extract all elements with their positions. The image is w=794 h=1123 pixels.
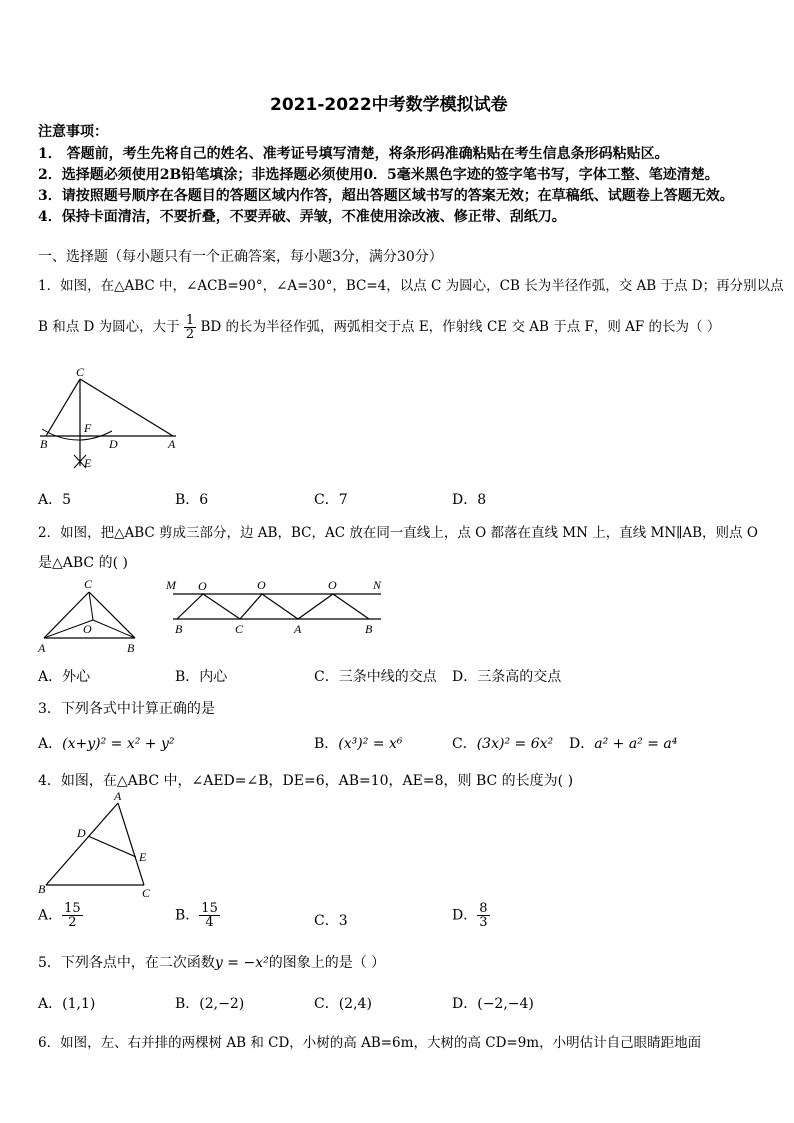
q5-func: y = −x² <box>214 955 269 971</box>
q4-option-a-label: A． <box>38 907 63 924</box>
q1-stem-part-a: B 和点 D 为圆心，大于 <box>38 319 180 335</box>
q1-seg-CB <box>46 379 80 436</box>
q2-right-label-O2: O <box>257 578 266 592</box>
q2-left-label-B: B <box>127 641 135 655</box>
q2-option-c[interactable]: C．三条中线的交点 <box>314 669 437 685</box>
q4-stem: 4．如图，在△ABC 中，∠AED=∠B，DE=6，AB=10，AE=8，则 BC 的长度为( ) <box>38 773 574 789</box>
q1-frac-num: 1 <box>185 313 195 328</box>
q4-option-a-den: 2 <box>68 915 77 930</box>
q4-option-b-num: 15 <box>201 901 218 916</box>
q2-right-label-N: N <box>373 578 382 592</box>
q4-seg-AC <box>118 803 144 885</box>
q4-option-c[interactable]: C．3 <box>314 913 348 929</box>
q4-option-b-den: 4 <box>205 915 214 930</box>
q1-label-D: D <box>109 437 118 451</box>
q4-label-A: A <box>114 789 122 803</box>
q3-option-d[interactable] <box>569 733 677 753</box>
q4-option-a-frac <box>62 902 83 929</box>
q1-arc-BD <box>42 429 112 440</box>
section-heading: 一、选择题（每小题只有一个正确答案，每小题3分，满分30分） <box>38 249 443 265</box>
q5-option-a-point: (1,1) <box>62 996 96 1012</box>
q1-label-C: C <box>76 365 85 379</box>
q5-option-c[interactable] <box>314 993 372 1013</box>
q2-left-label-C: C <box>84 577 93 591</box>
notice-heading: 注意事项： <box>38 124 108 140</box>
q5-stem-b: 的图象上的是（ ） <box>268 955 386 971</box>
q2-right-label-A: A <box>294 622 302 636</box>
q3-option-b-label: B． <box>314 736 339 752</box>
q4-label-C: C <box>142 886 151 900</box>
q3-option-a-expr: (x+y)² = x² + y² <box>62 736 175 752</box>
notice-item-2: 2．选择题必须使用2B铅笔填涂；非选择题必须使用0．5毫米黑色字迹的签字笔书写，字体工整、笔迹清楚。 <box>38 167 719 183</box>
q6-stem: 6．如图，左、右并排的两棵树 AB 和 CD，小树的高 AB=6m，大树的高 CD=9m，小明估计自己眼睛距地面 <box>38 1035 702 1051</box>
q4-option-d-label: D． <box>452 907 478 924</box>
q4-label-E: E <box>139 850 147 864</box>
q1-option-d[interactable]: D．8 <box>452 492 487 508</box>
q4-option-d[interactable] <box>452 902 490 929</box>
q1-label-F: F <box>84 421 92 435</box>
q1-frac-den: 2 <box>185 327 195 342</box>
q4-option-a[interactable] <box>38 902 83 929</box>
q1-option-c[interactable]: C．7 <box>314 492 348 508</box>
q1-stem-part-b: BD 的长为半径作弧，两弧相交于点 E，作射线 CE 交 AB 于点 F，则 AF 的长为（ ） <box>200 319 721 335</box>
q3-option-d-label: D． <box>569 736 595 752</box>
q5-option-b-point: (2,−2) <box>199 996 245 1012</box>
q1-label-B: B <box>40 437 48 451</box>
q1-label-A: A <box>168 437 176 451</box>
q2-stem-line2: 是△ABC 的( ) <box>38 555 128 571</box>
q2-left-label-O: O <box>83 622 92 636</box>
q3-option-c[interactable] <box>452 733 553 753</box>
q2-option-b[interactable]: B．内心 <box>175 669 228 685</box>
q2-seg-CB <box>89 592 135 638</box>
q5-option-c-point: (2,4) <box>338 996 372 1012</box>
page-title: 2021-2022中考数学模拟试卷 <box>270 95 508 115</box>
q4-option-d-frac <box>477 902 489 929</box>
q3-option-d-expr: a² + a² = a⁴ <box>594 736 678 752</box>
q2-right-label-B1: B <box>175 622 183 636</box>
q3-option-c-label: C． <box>452 736 477 752</box>
q5-option-d-label: D． <box>452 996 478 1012</box>
q3-option-a[interactable] <box>38 733 175 753</box>
q1-seg-CA <box>80 379 173 436</box>
q1-stem-line1: 1．如图，在△ABC 中，∠ACB=90°，∠A=30°，BC=4，以点 C 为圆心，CB 长为半径作弧，交 AB 于点 D；再分别以点 <box>38 278 784 294</box>
q2-option-d[interactable]: D．三条高的交点 <box>452 669 562 685</box>
q1-option-b[interactable]: B．6 <box>175 492 209 508</box>
q1-label-E: E <box>84 456 92 470</box>
q1-option-a[interactable]: A．5 <box>38 492 72 508</box>
q5-stem <box>38 952 385 972</box>
q3-option-b[interactable] <box>314 733 402 753</box>
q2-zigzag <box>177 594 369 619</box>
q3-stem: 3．下列各式中计算正确的是 <box>38 701 215 717</box>
q4-option-b-frac <box>199 902 220 929</box>
notice-item-1: 1． 答题前，考生先将自己的姓名、准考证号填写清楚，将条形码准确粘贴在考生信息条形码粘贴区。 <box>38 146 669 162</box>
q4-seg-DE <box>88 836 136 857</box>
q2-stem-line1: 2．如图，把△ABC 剪成三部分，边 AB，BC，AC 放在同一直线上，点 O 都落在直线 MN 上，直线 MN∥AB，则点 O <box>38 525 758 541</box>
q2-right-label-M: M <box>166 578 176 592</box>
notice-item-3: 3．请按照题号顺序在各题目的答题区域内作答，超出答题区域书写的答案无效；在草稿纸、试题卷上答题无效。 <box>38 188 734 204</box>
q4-option-b-label: B． <box>175 907 200 924</box>
q4-label-D: D <box>77 826 86 840</box>
q2-seg-OB <box>93 620 135 638</box>
q5-option-a[interactable] <box>38 993 95 1013</box>
notice-item-4: 4．保持卡面清洁，不要折叠，不要弄破、弄皱，不准使用涂改液、修正带、刮纸刀。 <box>38 209 566 225</box>
q2-left-label-A: A <box>38 641 46 655</box>
q5-option-a-label: A． <box>38 996 63 1012</box>
q4-option-a-num: 15 <box>64 901 81 916</box>
q2-right-label-O1: O <box>198 579 207 593</box>
q5-option-b[interactable] <box>175 993 244 1013</box>
q4-label-B: B <box>38 882 46 896</box>
q5-stem-a: 5．下列各点中，在二次函数 <box>38 955 215 971</box>
q4-option-d-den: 3 <box>479 915 488 930</box>
q5-option-d[interactable] <box>452 993 534 1013</box>
q2-right-label-C: C <box>235 622 244 636</box>
q5-option-b-label: B． <box>175 996 200 1012</box>
q3-option-c-expr: (3x)² = 6x² <box>476 736 554 752</box>
q2-option-a[interactable]: A．外心 <box>38 669 91 685</box>
q2-right-label-O3: O <box>328 578 337 592</box>
q4-option-d-num: 8 <box>479 901 488 916</box>
q2-right-label-B2: B <box>365 622 373 636</box>
q4-option-b[interactable] <box>175 902 220 929</box>
q5-option-d-point: (−2,−4) <box>477 996 534 1012</box>
q3-option-a-label: A． <box>38 736 63 752</box>
q5-option-c-label: C． <box>314 996 339 1012</box>
q3-option-b-expr: (x³)² = x⁶ <box>338 736 403 752</box>
